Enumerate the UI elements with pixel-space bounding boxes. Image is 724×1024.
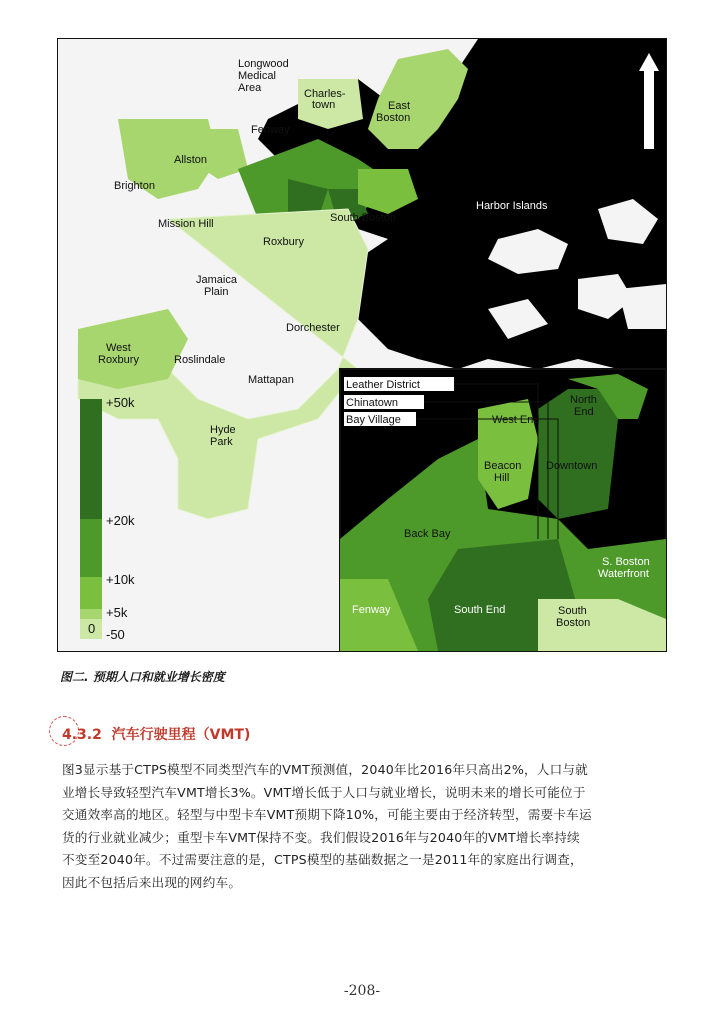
body-line: 货的行业就业减少；重型卡车VMT保持不变。我们假设2016年与2040年的VMT增长率持续 (62, 829, 580, 845)
legend-label: +50k (106, 395, 135, 410)
section-title: 汽车行驶里程（VMT) (111, 727, 251, 743)
label-jamaica-plain: Jamaica (196, 274, 237, 286)
label-longwood: Medical (238, 70, 276, 82)
label-east-boston: Boston (376, 112, 411, 124)
label-dorchester: Dorchester (286, 322, 340, 334)
label-downtown: Downtown (546, 460, 598, 472)
label-south-boston: South Boston (330, 212, 397, 224)
label-charlestown: town (312, 99, 336, 111)
label-longwood: Area (238, 82, 262, 94)
label-leather-district: Leather District (346, 379, 420, 391)
label-inset-south-boston: South (558, 605, 587, 617)
label-longwood: Longwood (238, 58, 289, 70)
legend-swatch (80, 519, 102, 577)
body-line: 不变至2040年。不过需要注意的是，CTPS模型的基础数据之一是2011年的家庭出行调查， (62, 852, 583, 868)
label-mission-hill: Mission Hill (158, 218, 214, 230)
label-bay-village: Bay Village (346, 414, 401, 426)
label-back-bay: Back Bay (404, 528, 451, 540)
label-south-end: South End (454, 604, 506, 616)
label-west-roxbury: Roxbury (98, 354, 139, 366)
label-charlestown: Charles- (304, 88, 346, 100)
label-brighton: Brighton (114, 180, 155, 192)
boston-growth-map (57, 38, 667, 652)
label-west-roxbury: West (106, 342, 131, 354)
figure-caption: 图二. 预期人口和就业增长密度 (60, 670, 225, 684)
legend-label: +5k (106, 605, 128, 620)
legend-swatch (80, 577, 102, 609)
label-s-boston-waterfront: Waterfront (598, 568, 649, 580)
body-line: 图3显示基于CTPS模型不同类型汽车的VMT预测值，2040年比2016年只高出2%，人口与就 (62, 762, 588, 777)
label-fenway: Fenway (251, 124, 290, 136)
label-chinatown: Chinatown (346, 397, 398, 409)
section-heading (62, 724, 250, 744)
label-north-end: End (574, 406, 594, 418)
legend-label: -50 (106, 627, 125, 642)
inset-map (340, 369, 666, 651)
label-beacon-hill: Hill (494, 472, 510, 484)
label-beacon-hill: Beacon (484, 460, 522, 472)
section-number: 4.3.2 (62, 727, 102, 743)
label-roslindale: Roslindale (174, 354, 226, 366)
legend-swatch (80, 609, 102, 619)
legend-label: +20k (106, 513, 135, 528)
page-number: -208- (343, 983, 381, 999)
label-s-boston-waterfront: S. Boston (602, 556, 650, 568)
body-line: 交通效率高的地区。轻型与中型卡车VMT预期下降10%，可能主要由于经济转型，需要卡车运 (62, 807, 592, 823)
legend-swatch (80, 399, 102, 519)
label-east-boston: East (388, 100, 411, 112)
label-west-end: West End (492, 414, 540, 426)
legend-label: 0 (88, 621, 96, 636)
label-inset-fenway: Fenway (352, 604, 391, 616)
body-line: 业增长导致轻型汽车VMT增长3%。VMT增长低于人口与就业增长，说明未来的增长可能位于 (62, 784, 586, 800)
label-north-end: North (570, 394, 597, 406)
label-allston: Allston (174, 154, 208, 166)
label-jamaica-plain: Plain (204, 286, 229, 298)
label-mattapan: Mattapan (248, 374, 294, 386)
label-harbor-islands: Harbor Islands (476, 200, 548, 212)
map-svg (58, 39, 666, 651)
label-hyde-park: Park (210, 436, 233, 448)
label-inset-south-boston: Boston (556, 617, 591, 629)
body-paragraph (62, 759, 664, 895)
legend-label: +10k (106, 572, 135, 587)
body-line: 因此不包括后来出现的网约车。 (62, 874, 242, 890)
label-roxbury: Roxbury (263, 236, 304, 248)
label-hyde-park: Hyde (210, 424, 236, 436)
